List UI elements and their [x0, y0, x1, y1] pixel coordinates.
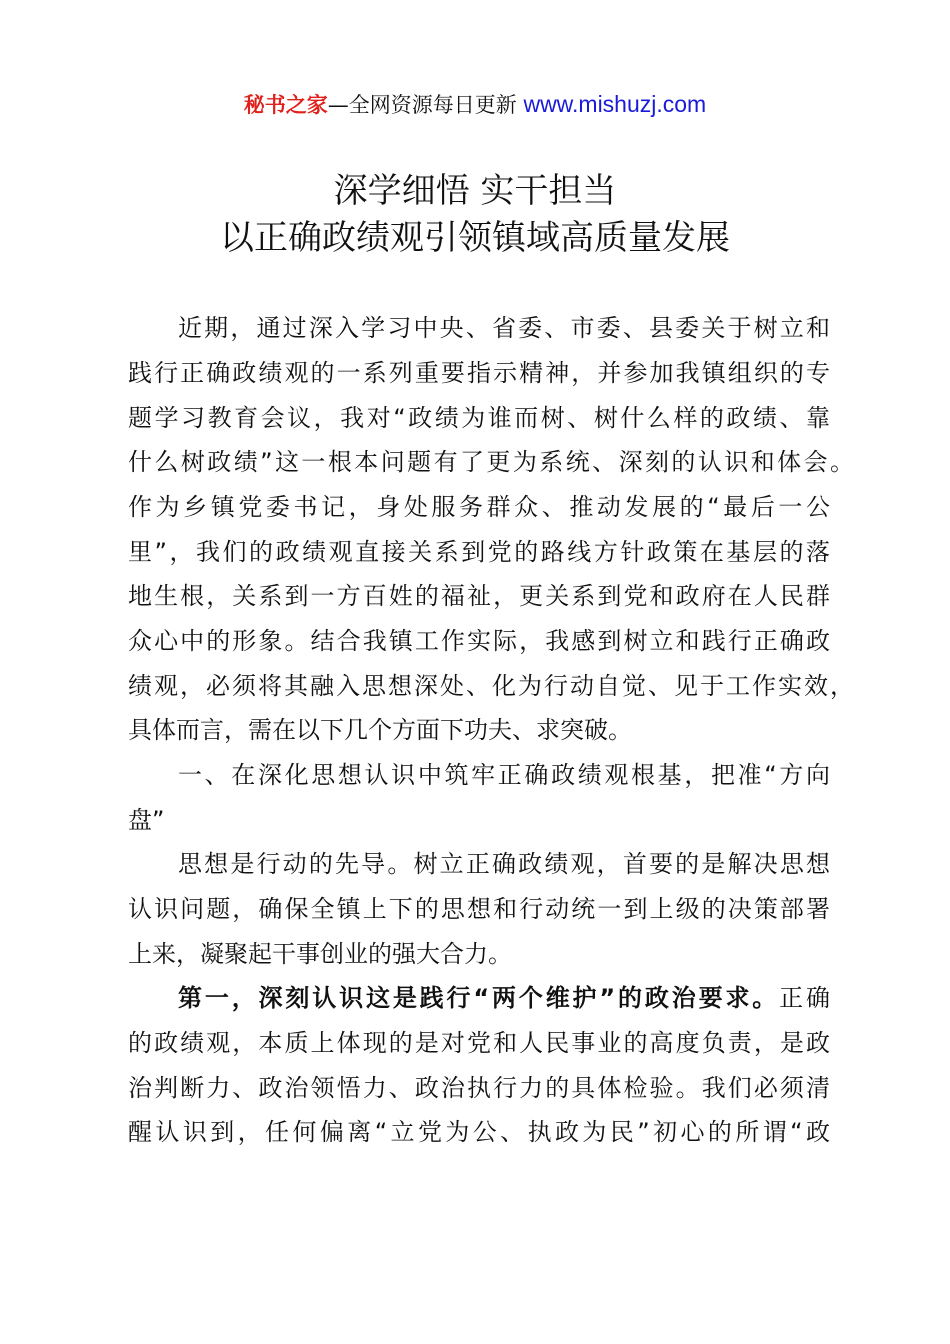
paragraph-line: 题学习教育会议，我对“政绩为谁而树、树什么样的政绩、靠: [128, 404, 830, 432]
paragraph-text: 正确: [779, 984, 831, 1012]
site-url-link[interactable]: www.mishuzj.com: [523, 91, 707, 117]
paragraph-line: 作为乡镇党委书记，身处服务群众、推动发展的“最后一公: [128, 493, 830, 521]
document-title-line-1: 深学细悟 实干担当: [333, 171, 617, 211]
brand-name: 秘书之家: [243, 93, 328, 117]
paragraph-line: 近期，通过深入学习中央、省委、市委、县委关于树立和: [178, 314, 830, 342]
paragraph-line: 什么树政绩”这一根本问题有了更为系统、深刻的认识和体会。: [128, 448, 854, 476]
paragraph-line: 认识问题，确保全镇上下的思想和行动统一到上级的决策部署: [128, 895, 830, 923]
paragraph-line: 众心中的形象。结合我镇工作实际，我感到树立和践行正确政: [128, 627, 830, 655]
section-heading-line: 盘”: [128, 806, 165, 834]
paragraph-line: 践行正确政绩观的一系列重要指示精神，并参加我镇组织的专: [128, 359, 830, 387]
document-title-line-2: 以正确政绩观引领镇域高质量发展: [220, 218, 730, 258]
paragraph-line: 地生根，关系到一方百姓的福祉，更关系到党和政府在人民群: [128, 582, 830, 610]
paragraph-line: 里”，我们的政绩观直接关系到党的路线方针政策在基层的落: [128, 538, 830, 566]
paragraph-line: 绩观，必须将其融入思想深处、化为行动自觉、见于工作实效，: [128, 672, 854, 700]
paragraph-line: 治判断力、政治领悟力、政治执行力的具体检验。我们必须清: [128, 1074, 830, 1102]
paragraph-line: [178, 983, 830, 1013]
paragraph-line: 醒认识到，任何偏离“立党为公、执政为民”初心的所谓“政: [128, 1118, 830, 1146]
bold-lead-sentence: 第一，深刻认识这是践行“两个维护”的政治要求。: [178, 984, 780, 1012]
section-heading-line: 一、在深化思想认识中筑牢正确政绩观根基，把准“方向: [178, 761, 830, 789]
site-banner: [0, 90, 950, 119]
paragraph-line: 思想是行动的先导。树立正确政绩观，首要的是解决思想: [178, 850, 830, 878]
paragraph-line: 上来，凝聚起干事创业的强大合力。: [128, 940, 512, 968]
banner-slogan: —全网资源每日更新: [327, 93, 524, 117]
paragraph-line: 具体而言，需在以下几个方面下功夫、求突破。: [128, 716, 632, 744]
paragraph-line: 的政绩观，本质上体现的是对党和人民事业的高度负责，是政: [128, 1029, 830, 1057]
